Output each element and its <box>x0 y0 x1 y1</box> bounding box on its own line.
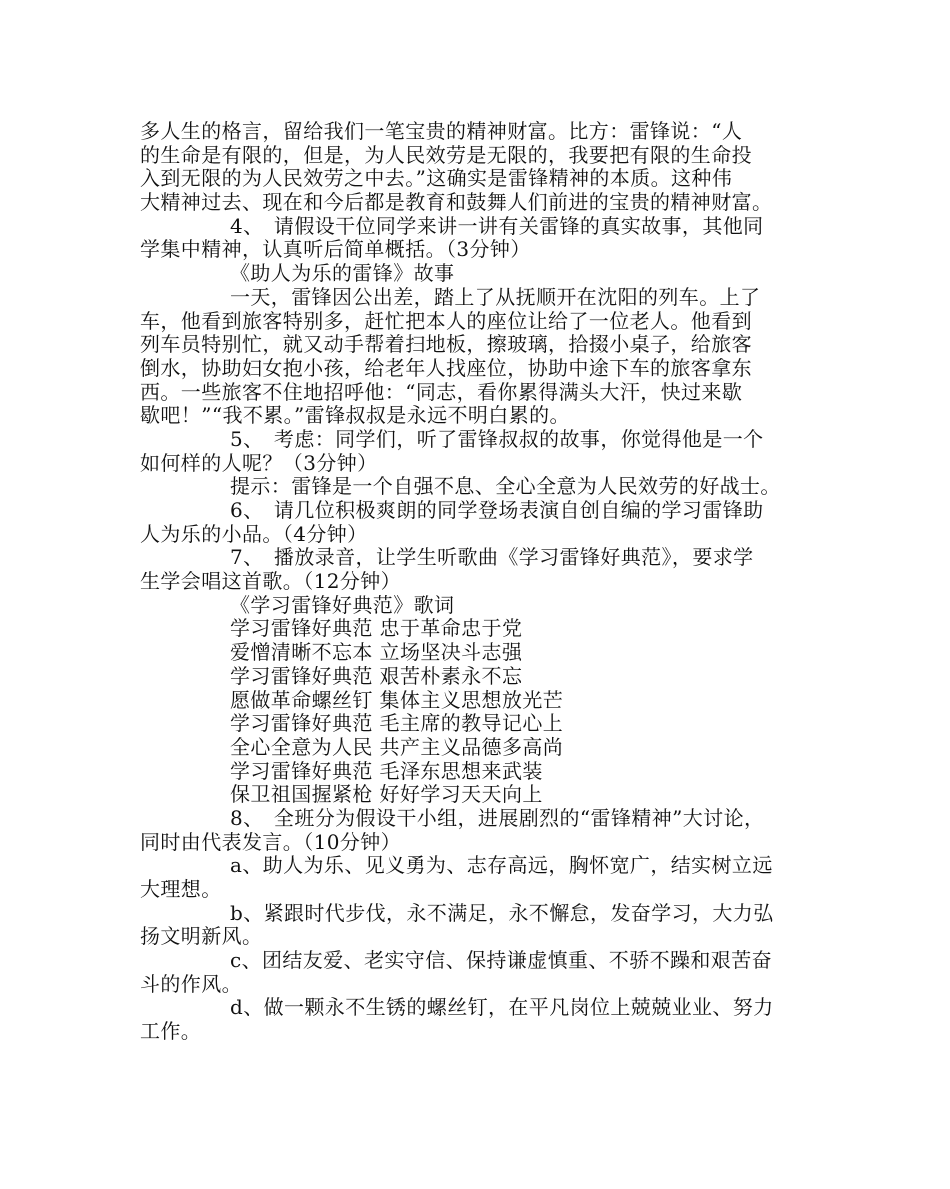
text-line: 提示：雷锋是一个自强不息、全心全意为人民效劳的好战士。 <box>230 474 781 499</box>
text-line: 大精神过去、现在和今后都是教育和鼓舞人们前进的宝贵的精神财富。 <box>140 190 773 215</box>
text-line: 8、 全班分为假设干小组，进展剧烈的“雷锋精神”大讨论， <box>230 805 765 830</box>
text-line: 7、 播放录音，让学生听歌曲《学习雷锋好典范》，要求学 <box>230 545 754 570</box>
text-line: 全心全意为人民 共产主义品德多高尚 <box>230 734 564 759</box>
text-line: 扬文明新风。 <box>140 924 263 949</box>
text-line: 《助人为乐的雷锋》故事 <box>230 261 455 286</box>
text-line: d、做一颗永不生锈的螺丝钉，在平凡岗位上兢兢业业、努力 <box>230 995 774 1020</box>
text-line: 生学会唱这首歌。（12分钟） <box>140 569 402 594</box>
text-line: 列车员特别忙，就又动手帮着扫地板，擦玻璃，拾掇小桌子，给旅客 <box>140 332 752 357</box>
text-line: 入到无限的为人民效劳之中去。”这确实是雷锋精神的本质。这种伟 <box>140 166 733 191</box>
text-line: 大理想。 <box>140 877 222 901</box>
text-line: 学习雷锋好典范 毛泽东思想来武装 <box>230 758 543 783</box>
text-line: c、团结友爱、老实守信、保持谦虚慎重、不骄不躁和艰苦奋 <box>230 948 773 973</box>
text-line: 倒水，协助妇女抱小孩，给老年人找座位，协助中途下车的旅客拿东 <box>140 355 752 380</box>
text-line: 学集中精神，认真听后简单概括。（3分钟） <box>140 237 531 262</box>
text-line: 车，他看到旅客特别多，赶忙把本人的座位让给了一位老人。他看到 <box>140 308 752 333</box>
text-line: 歇吧！”“我不累。”雷锋叔叔是永远不明白累的。 <box>140 403 570 428</box>
text-line: 西。一些旅客不住地招呼他：“同志，看你累得满头大汗，快过来歇 <box>140 379 743 404</box>
document-page <box>140 120 828 1044</box>
text-line: 学习雷锋好典范 忠于革命忠于党 <box>230 616 523 641</box>
text-line: 同时由代表发言。（10分钟） <box>140 829 402 854</box>
text-line: 4、 请假设干位同学来讲一讲有关雷锋的真实故事，其他同 <box>230 213 764 238</box>
text-line: 6、 请几位积极爽朗的同学登场表演自创自编的学习雷锋助 <box>230 498 764 522</box>
text-line: 的生命是有限的，但是，为人民效劳是无限的，我要把有限的生命投 <box>140 142 752 167</box>
text-line: 学习雷锋好典范 艰苦朴素永不忘 <box>230 663 523 688</box>
text-line: 如何样的人呢？（3分钟） <box>140 450 378 475</box>
text-line: 学习雷锋好典范 毛主席的教导记心上 <box>230 711 564 736</box>
text-line: 愿做革命螺丝钉 集体主义思想放光芒 <box>230 687 564 712</box>
text-line: 斗的作风。 <box>140 971 242 996</box>
text-line: 人为乐的小品。（4分钟） <box>140 521 368 546</box>
text-line: 多人生的格言，留给我们一笔宝贵的精神财富。比方：雷锋说：“人 <box>140 119 743 143</box>
text-line: a、助人为乐、见义勇为、志存高远，胸怀宽广，结实树立远 <box>230 853 773 878</box>
text-line: 《学习雷锋好典范》歌词 <box>230 592 455 617</box>
text-line: 保卫祖国握紧枪 好好学习天天向上 <box>230 782 543 807</box>
text-line: 一天，雷锋因公出差，踏上了从抚顺开在沈阳的列车。上了 <box>230 284 761 309</box>
text-line: 工作。 <box>140 1019 202 1044</box>
text-line: 爱憎清晰不忘本 立场坚决斗志强 <box>230 640 523 665</box>
text-line: 5、 考虑：同学们，听了雷锋叔叔的故事，你觉得他是一个 <box>230 426 764 451</box>
text-line: b、紧跟时代步伐，永不满足，永不懈怠，发奋学习，大力弘 <box>230 900 774 925</box>
